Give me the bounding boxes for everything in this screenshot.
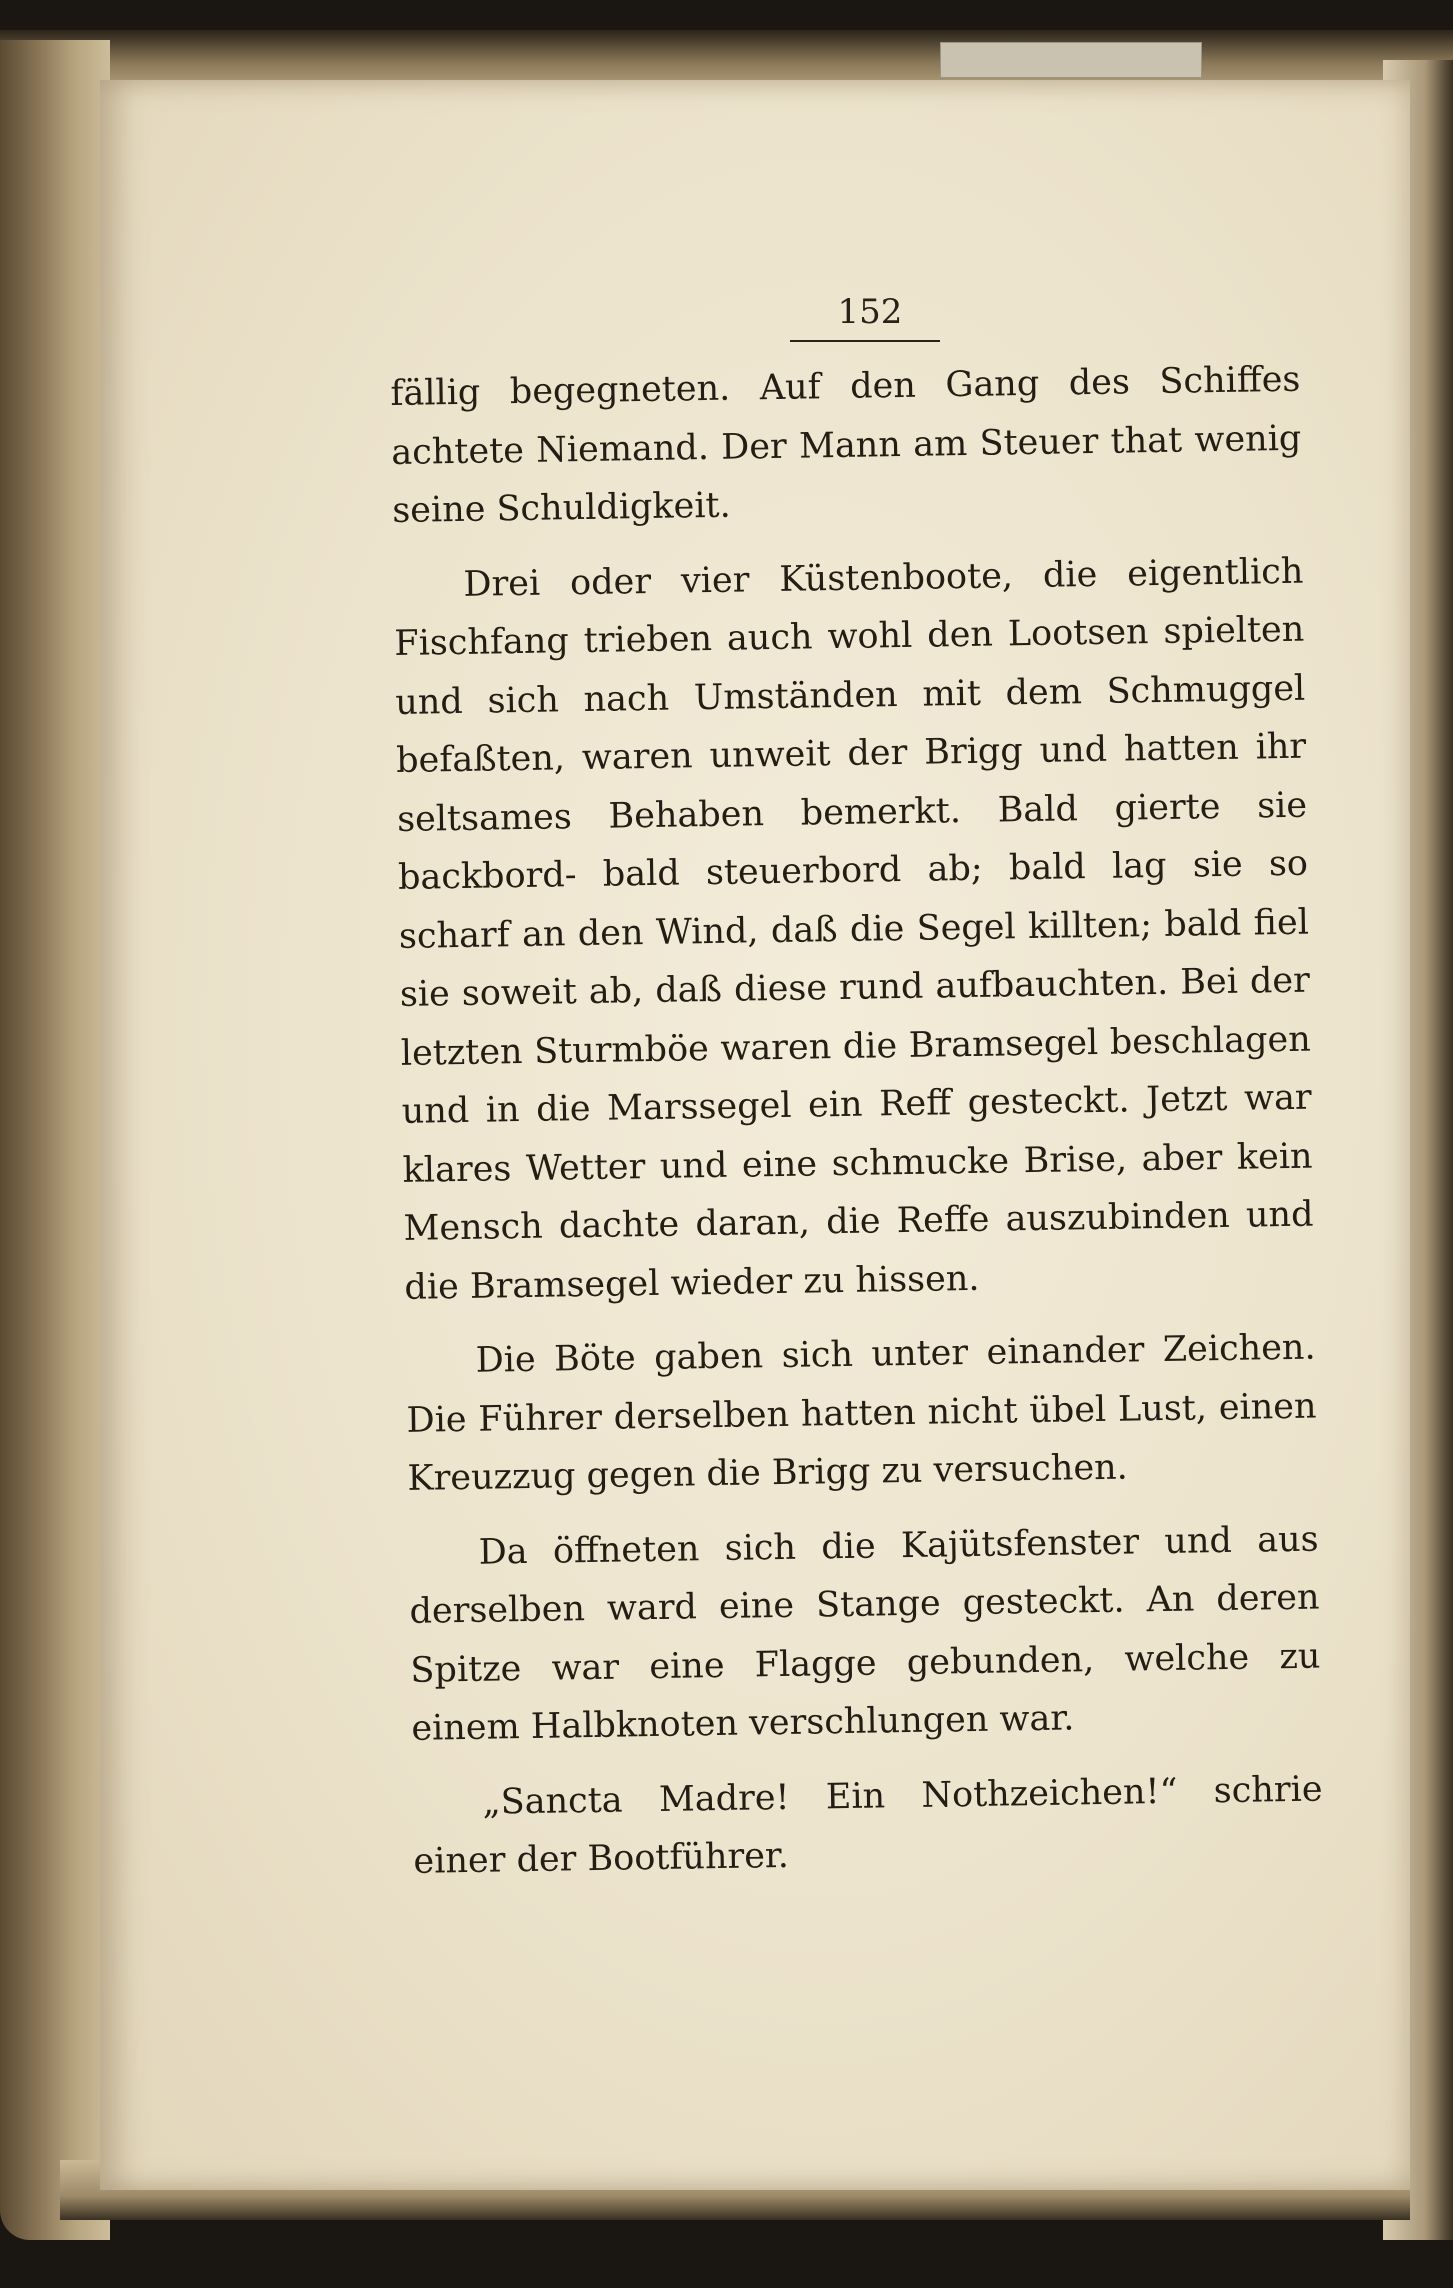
body-text [390,351,1324,1908]
paragraph-1: fällig begegneten. Auf den Gang des Schiffes achtete Niemand. Der Mann am Steuer that wenig seine Schuldigkeit. [390,359,1302,531]
book-left-edge [0,40,110,2240]
page-number-rule [790,340,940,342]
paragraph-2: Drei oder vier Küstenboote, die eigentlich Fischfang trieben auch wohl den Lootsen spielten und sich nach Umständen mit dem Schmuggel befaßten, waren unweit der Brigg und hatten ihr seltsames Behaben bemerkt. Bald gierte sie backbord- bald steuerbord ab; bald lag sie so scharf an den Wind, daß die Segel killten; bald fiel sie soweit ab, daß diese rund aufbauchten. Bei der letzten Sturmböe waren die Bramsegel beschlagen und in die Marssegel ein Reff gesteckt. Jetzt war klares Wetter und eine schmucke Brise, aber kein Mensch dachte daran, die Reffe auszubinden und die Bramsegel wieder zu hissen. [394,551,1314,1308]
paragraph-3: Die Böte gaben sich unter einander Zeichen. Die Führer derselben hatten nicht übel Lust, einen Kreuzzug gegen die Brigg zu versuchen. [406,1327,1317,1499]
paper-tab [940,42,1202,78]
page-number: 152 [837,292,903,332]
paragraph-5: „Sancta Madre! Ein Nothzeichen!“ schrie einer der Bootführer. [413,1769,1323,1882]
paragraph-4: Da öffneten sich die Kajütsfenster und aus derselben ward eine Stange gesteckt. An deren Spitze war eine Flagge gebunden, welche zu einem Halbknoten verschlungen war. [409,1519,1321,1749]
